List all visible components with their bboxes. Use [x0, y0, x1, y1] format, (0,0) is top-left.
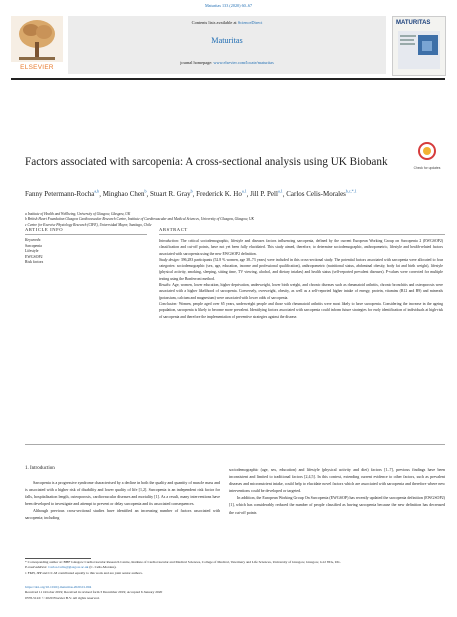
body-paragraph: sociodemographic (age, sex, education) and lifestyle (physical activity and diet) factors [1–7], previous findings have been inconsistent and limited to traditional factors [2,4,5]. In this context, extending current evidence to other factors, such as prevalent diseases and micronutrient intake, could help to elucidate novel factors which are associated with sarcopenia and therefore where new interventions could be developed or targeted.: [229, 467, 445, 494]
copyright-line: 0378-5122/ © 2020 Elsevier B.V. All rights reserved.: [25, 595, 100, 600]
header-rule: [11, 78, 445, 80]
author-affiliation-marker: b: [190, 189, 193, 194]
author-name: Carlos Celis-Morales: [286, 190, 346, 199]
author[interactable]: [103, 190, 147, 198]
author-name: Frederick K. Ho: [196, 190, 242, 199]
author[interactable]: [250, 190, 283, 198]
corresponding-author-note: * Corresponding author at: BHF Glasgow Cardiovascular Research Centre, Institute of Cardiovascular and Medical Sciences, College of Medical, Veterinary and Life Sciences, University of Glasgow, Glasgow, G12 8TA, UK.: [25, 560, 341, 564]
author-list: Fanny Petermann-Rocha$^{a,b}$, Minghao Chen$^b$, Stuart R. Gray$^b$, Frederick K. Ho$^{a,1}$, Jill P. Pell$^{a,1}$, Carlos Celis-Morales$^{b,c,*,1}$: [25, 189, 357, 199]
abstract-design: [159, 257, 443, 282]
abstract-conclusion: [159, 301, 443, 320]
check-updates-icon: [410, 141, 444, 161]
sciencedirect-link[interactable]: ScienceDirect: [237, 20, 263, 25]
abstract-heading: ABSTRACT: [159, 227, 188, 232]
keyword-item: Lifestyle: [25, 249, 39, 254]
doi-link[interactable]: https://doi.org/10.1016/j.maturitas.2020.01.004: [25, 585, 92, 589]
contents-line: [68, 20, 386, 25]
author[interactable]: [25, 190, 99, 198]
affiliation: a Institute of Health and Wellbeing, University of Glasgow, Glasgow, UK: [25, 212, 131, 216]
footnote-rule: [25, 558, 91, 559]
article-title: Factors associated with sarcopenia: A cross-sectional analysis using UK Biobank: [25, 156, 388, 168]
footnotes: [25, 560, 445, 576]
homepage-line: [68, 60, 386, 65]
email-link[interactable]: Carlos.Celis@glasgow.ac.uk: [48, 565, 89, 570]
publication-info: [25, 585, 445, 601]
article-info-rule: [25, 234, 147, 235]
abstract-bottom-rule: [25, 444, 445, 445]
author-affiliation-marker: a,1: [241, 189, 247, 194]
body-paragraph: In addition, the European Working Group On Sarcopenia (EWGSOP) has recently updated the sarcopenia definition (EWGSOP2) [1], which has considerably reduced the number of people classified as having sarcopenia because the new definition has decreased the cut-off points: [229, 495, 445, 515]
author-name: Stuart R. Gray: [150, 190, 191, 199]
author-name: Jill P. Pell: [250, 190, 278, 199]
keywords-block: [25, 238, 147, 266]
email-label: E-mail address:: [25, 565, 49, 570]
keyword-item: Sarcopenia: [25, 243, 42, 248]
email-suffix: (C. Celis-Morales).: [88, 565, 117, 570]
abstract-results-label: Results:: [159, 283, 172, 288]
check-updates-label: Check for updates: [413, 166, 441, 170]
received-dates: Received 11 October 2019; Received in revised form 3 December 2019; Accepted 6 January 2020: [25, 590, 163, 595]
author[interactable]: [286, 190, 356, 198]
author-affiliation-marker: a,b: [94, 189, 100, 194]
check-for-updates-badge[interactable]: [410, 141, 444, 171]
affiliation: c Centre for Exercise Physiology Research (CIFE), Universidad Mayor, Santiago, Chile: [25, 222, 152, 227]
abstract-introduction: [159, 238, 443, 257]
author[interactable]: [196, 190, 246, 198]
abstract-results-text: Age, women, lower education, higher deprivation, underweight, lower birth weight, and chronic diseases such as rheumatoid arthritis, chronic bronchitis and osteoporosis were associated with a higher likelihood of sarcopenia. Conversely, overweight, obesity, as well as a self-reported higher intake of energy, protein, vitamins (B12 and B9) and minerals (potassium, calcium and magnesium) were associated with lower odds of sarcopenia.: [159, 283, 443, 300]
introduction-heading: 1. Introduction: [25, 466, 55, 471]
contents-prefix: Contents lists available at: [191, 20, 238, 25]
author-name: Fanny Petermann-Rocha: [25, 190, 95, 199]
abstract-conclusion-text: Women, people aged over 65 years, underweight people and those with rheumatoid arthritis were most likely to have sarcopenia. Considering the increase in the ageing population, sarcopenia is likely to become more prevalent. Identifying factors associated with sarcopenia could inform future strategies for early identification of individuals at high-risk of sarcopenia and therefore the implementation of preventive strategies against the disease.: [159, 301, 443, 319]
keywords-label: Keywords:: [25, 238, 42, 242]
affiliation: b British Heart Foundation Glasgow Cardiovascular Research Centre, Institute of Cardiovascular and Medical Sciences, University of Glasgow, Glasgow, UK: [25, 217, 254, 222]
abstract-design-label: Study design:: [159, 257, 180, 262]
author-affiliation-marker: b,c,*,1: [345, 189, 357, 194]
journal-citation[interactable]: Maturitas 133 (2020) 60–67: [204, 3, 253, 8]
keyword-item: Risk factors: [25, 260, 44, 265]
body-column-left: [25, 479, 220, 522]
abstract-text: [159, 238, 443, 320]
body-paragraph: Although previous cross-sectional studies have identified an increasing number of factors associated with sarcopenia; including: [25, 508, 220, 521]
homepage-link[interactable]: www.elsevier.com/locate/maturitas: [213, 60, 274, 65]
abstract-results: [159, 282, 443, 301]
abstract-intro-text: The critical sociodemographic, lifestyle and diseases factors influencing sarcopenia, defined by the current European Working Group on Sarcopenia 2 (EWGSOP2) classification and cut-off points, have not yet been fully elucidated. This study aimed, therefore, to determine sociodemographic, anthropometric, lifestyle and health-related factors associated with sarcopenia using the new EWGSOP2 definition.: [159, 239, 443, 256]
journal-name[interactable]: Maturitas: [211, 36, 243, 45]
author-affiliation-marker: a,1: [277, 189, 283, 194]
affiliation-list: [25, 212, 435, 228]
abstract-intro-label: Introduction:: [159, 239, 180, 243]
joint-author-note: 1 FKH, JPP and CC-M contributed equally to this work and are joint senior authors.: [25, 570, 143, 575]
homepage-prefix: journal homepage:: [180, 60, 214, 65]
cover-title: MATURITAS: [396, 20, 431, 26]
body-column-right: [229, 466, 445, 516]
author-affiliation-marker: b: [144, 189, 147, 194]
abstract-design-text: 396,283 participants (52.8 % women, age 38–73 years) were included in this cross-sectional study. The potential factors associated with sarcopenia were allocated to four categories: sociodemographic (sex, age, education, income and professional qualification), anthropometric (nutritional status, abdominal obesity, body fat and birth weight), lifestyle (physical activity, smoking, sleeping, sitting time, TV viewing, alcohol, and dietary intakes) and health status (self-reported prevalent diseases). P-values were corrected for multiple testing using the Bonferroni method.: [159, 257, 443, 281]
abstract-rule: [159, 234, 445, 235]
keyword-item: EWGSOP2: [25, 254, 43, 259]
journal-cover[interactable]: [392, 16, 446, 76]
author[interactable]: [150, 190, 193, 198]
body-paragraph: Sarcopenia is a progressive syndrome characterised by a decline in both the quality and quantity of muscle mass and is associated with a higher risk of disability and lower quality of life [1,2]. Sarcopenia is an independent risk factor for falls, hospitalisation length, osteoporosis, cardiovascular diseases and mortality [1]. As a result, many interventions have been developed to investigate and attempt to prevent or delay sarcopenia and its associated consequences.: [25, 480, 220, 507]
author-name: Minghao Chen: [102, 190, 145, 199]
abstract-conclusion-label: Conclusion:: [159, 301, 178, 306]
publisher-name: ELSEVIER: [20, 64, 54, 71]
article-info-heading: ARTICLE INFO: [25, 227, 64, 232]
cover-art: [394, 29, 444, 73]
